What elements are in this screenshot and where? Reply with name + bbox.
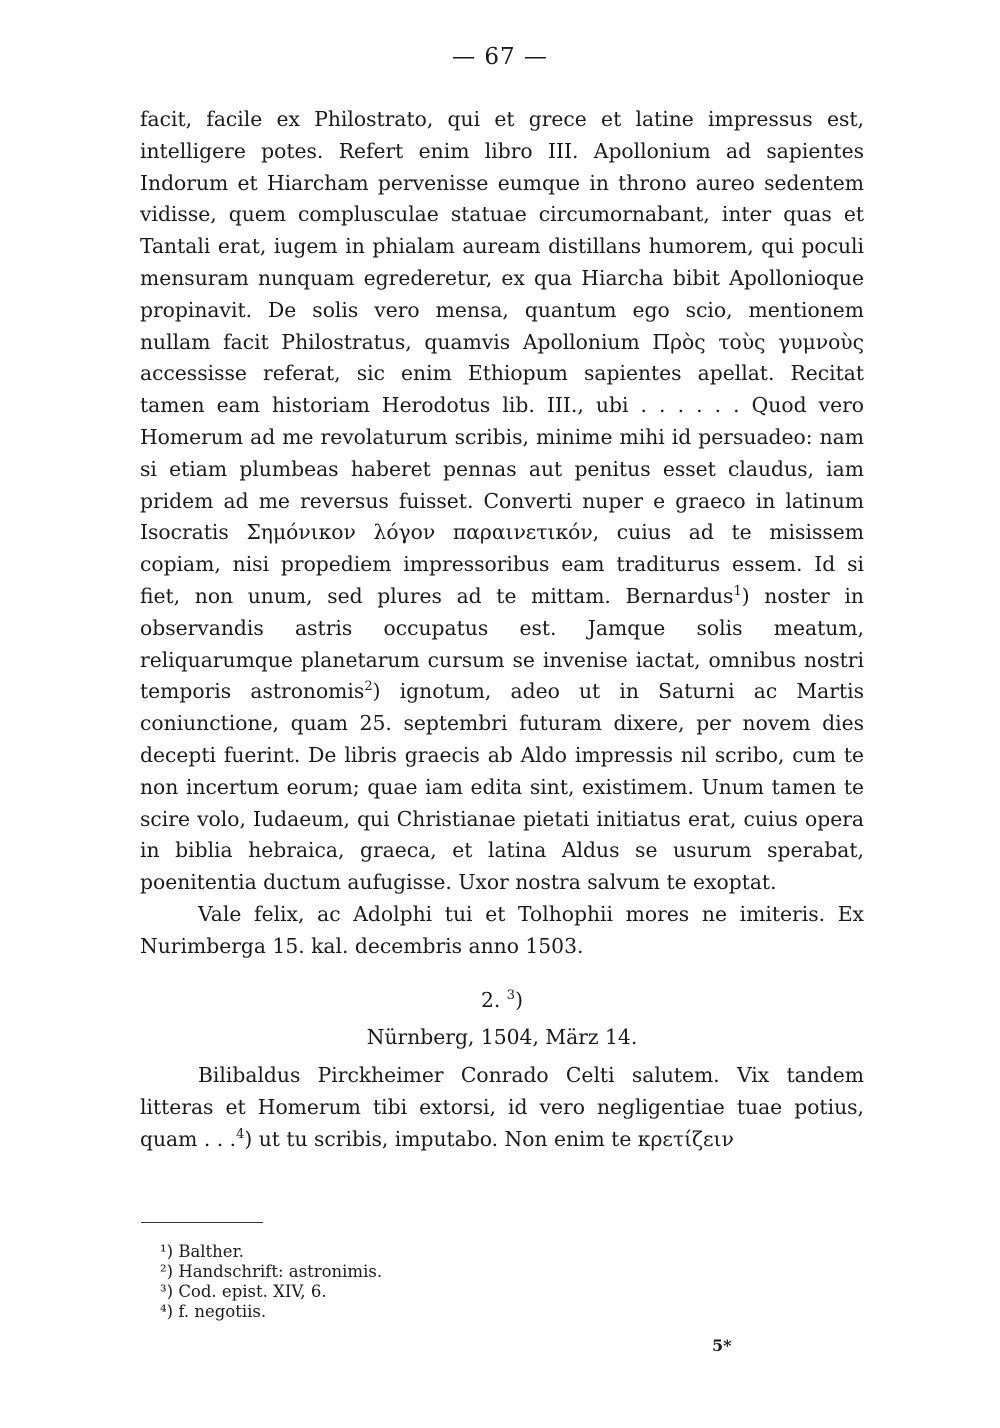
letter1-text-b: ) noster in observandis astris occupatus est. Jamque solis meatum, reliquarumque planetarum cursum se invenise iactat, omnibus nostri temporis astronomis [140, 583, 864, 704]
letter1-text-a: facit, facile ex Philostrato, qui et grece et latine impressus est, intelligere potes. Refert enim libro III. Apollonium ad sapientes Indorum et Hiarcham pervenisse eumque in throno aureo sedentem vidisse, quem complusculae statuae circumornabant, inter quas et Tantali erat, iugem in phialam auream distillans humorem, qui poculi mensuram nunquam egrederetur, ex qua Hiarcha bibit Apollonioque propinavit. De solis vero mensa, quantum ego scio, mentionem nullam facit Philostratus, quamvis Apollonium Πρὸς τοὺς γυμνοὺς accessisse referat, sic enim Ethiopum sapientes apellat. Recitat tamen eam historiam Herodotus lib. III., ubi . . . . . . Quod vero Homerum ad me revolaturum scribis, minime mihi id persuadeo: nam si etiam plumbeas haberet pennas aut penitus esset claudus, iam pridem ad me reversus fuisset. Converti nuper e graeco in latinum Isocratis Σημόνικον λόγον παραινετικόν, cuius ad te misissem copiam, nisi propediem impressoribus eam traditurus essem. Id si fiet, non unum, sed plures ad te mittam. Bernardus [140, 107, 864, 608]
letter2-paragraph [140, 1060, 864, 1155]
letter2-number [140, 985, 864, 1017]
footnote-2 [160, 1262, 660, 1282]
footnote-marker: ²) [160, 1262, 174, 1281]
letter1-text-c: ) ignotum, adeo ut in Saturni ac Martis coniunctione, quam 25. septembri futuram dixere, per novem dies decepti fuerint. De libris graecis ab Aldo impressis nil scribo, cum te non incertum eorum; quae iam edita sint, existimem. Unum tamen te scire volo, Iudaeum, qui Christianae pietati initiatus erat, cuius opera in biblia hebraica, graeca, et latina Aldus se usurum sperabat, poenitentia ductum aufugisse. Uxor nostra salvum te exoptat. [140, 679, 864, 895]
footnote-text: f. negotiis. [178, 1302, 267, 1321]
footnote-marker: ⁴) [160, 1302, 174, 1321]
footnote-1 [160, 1242, 660, 1262]
footnote-text: Handschrift: astronimis. [178, 1262, 383, 1281]
letter2-number-close: ) [515, 987, 523, 1012]
footnote-divider [141, 1222, 263, 1223]
footnote-marker: ³) [160, 1282, 174, 1301]
footnote-ref-3: 3 [506, 987, 516, 1003]
letter2-number-text: 2. [480, 987, 501, 1012]
footnote-text: Balther. [178, 1242, 244, 1261]
footnote-3 [160, 1282, 660, 1302]
footnote-text: Cod. epist. XIV, 6. [178, 1282, 327, 1301]
letter2-text-b: ) ut tu scribis, imputabo. Non enim te κρετίζειν [244, 1126, 734, 1151]
footnote-ref-2: 2 [364, 679, 373, 695]
signature-mark: 5* [712, 1336, 732, 1355]
footnotes [160, 1242, 660, 1322]
body-text [140, 104, 864, 1156]
letter1-paragraph [140, 104, 864, 899]
footnote-ref-1: 1 [733, 583, 742, 599]
footnote-4 [160, 1302, 660, 1322]
letter1-closing: Vale felix, ac Adolphi tui et Tolhophii mores ne imiteris. Ex Nurimberga 15. kal. decembris anno 1503. [140, 901, 864, 958]
footnote-marker: ¹) [160, 1242, 174, 1261]
letter2-text-a: Bilibaldus Pirckheimer Conrado Celti salutem. Vix tandem litteras et Homerum tibi extorsi, id vero negligentiae tuae potius, quam . . . [140, 1063, 864, 1151]
footnote-ref-4: 4 [236, 1126, 245, 1142]
page-number: — 67 — [452, 44, 548, 70]
letter2-place-date: Nürnberg, 1504, März 14. [366, 1025, 638, 1050]
